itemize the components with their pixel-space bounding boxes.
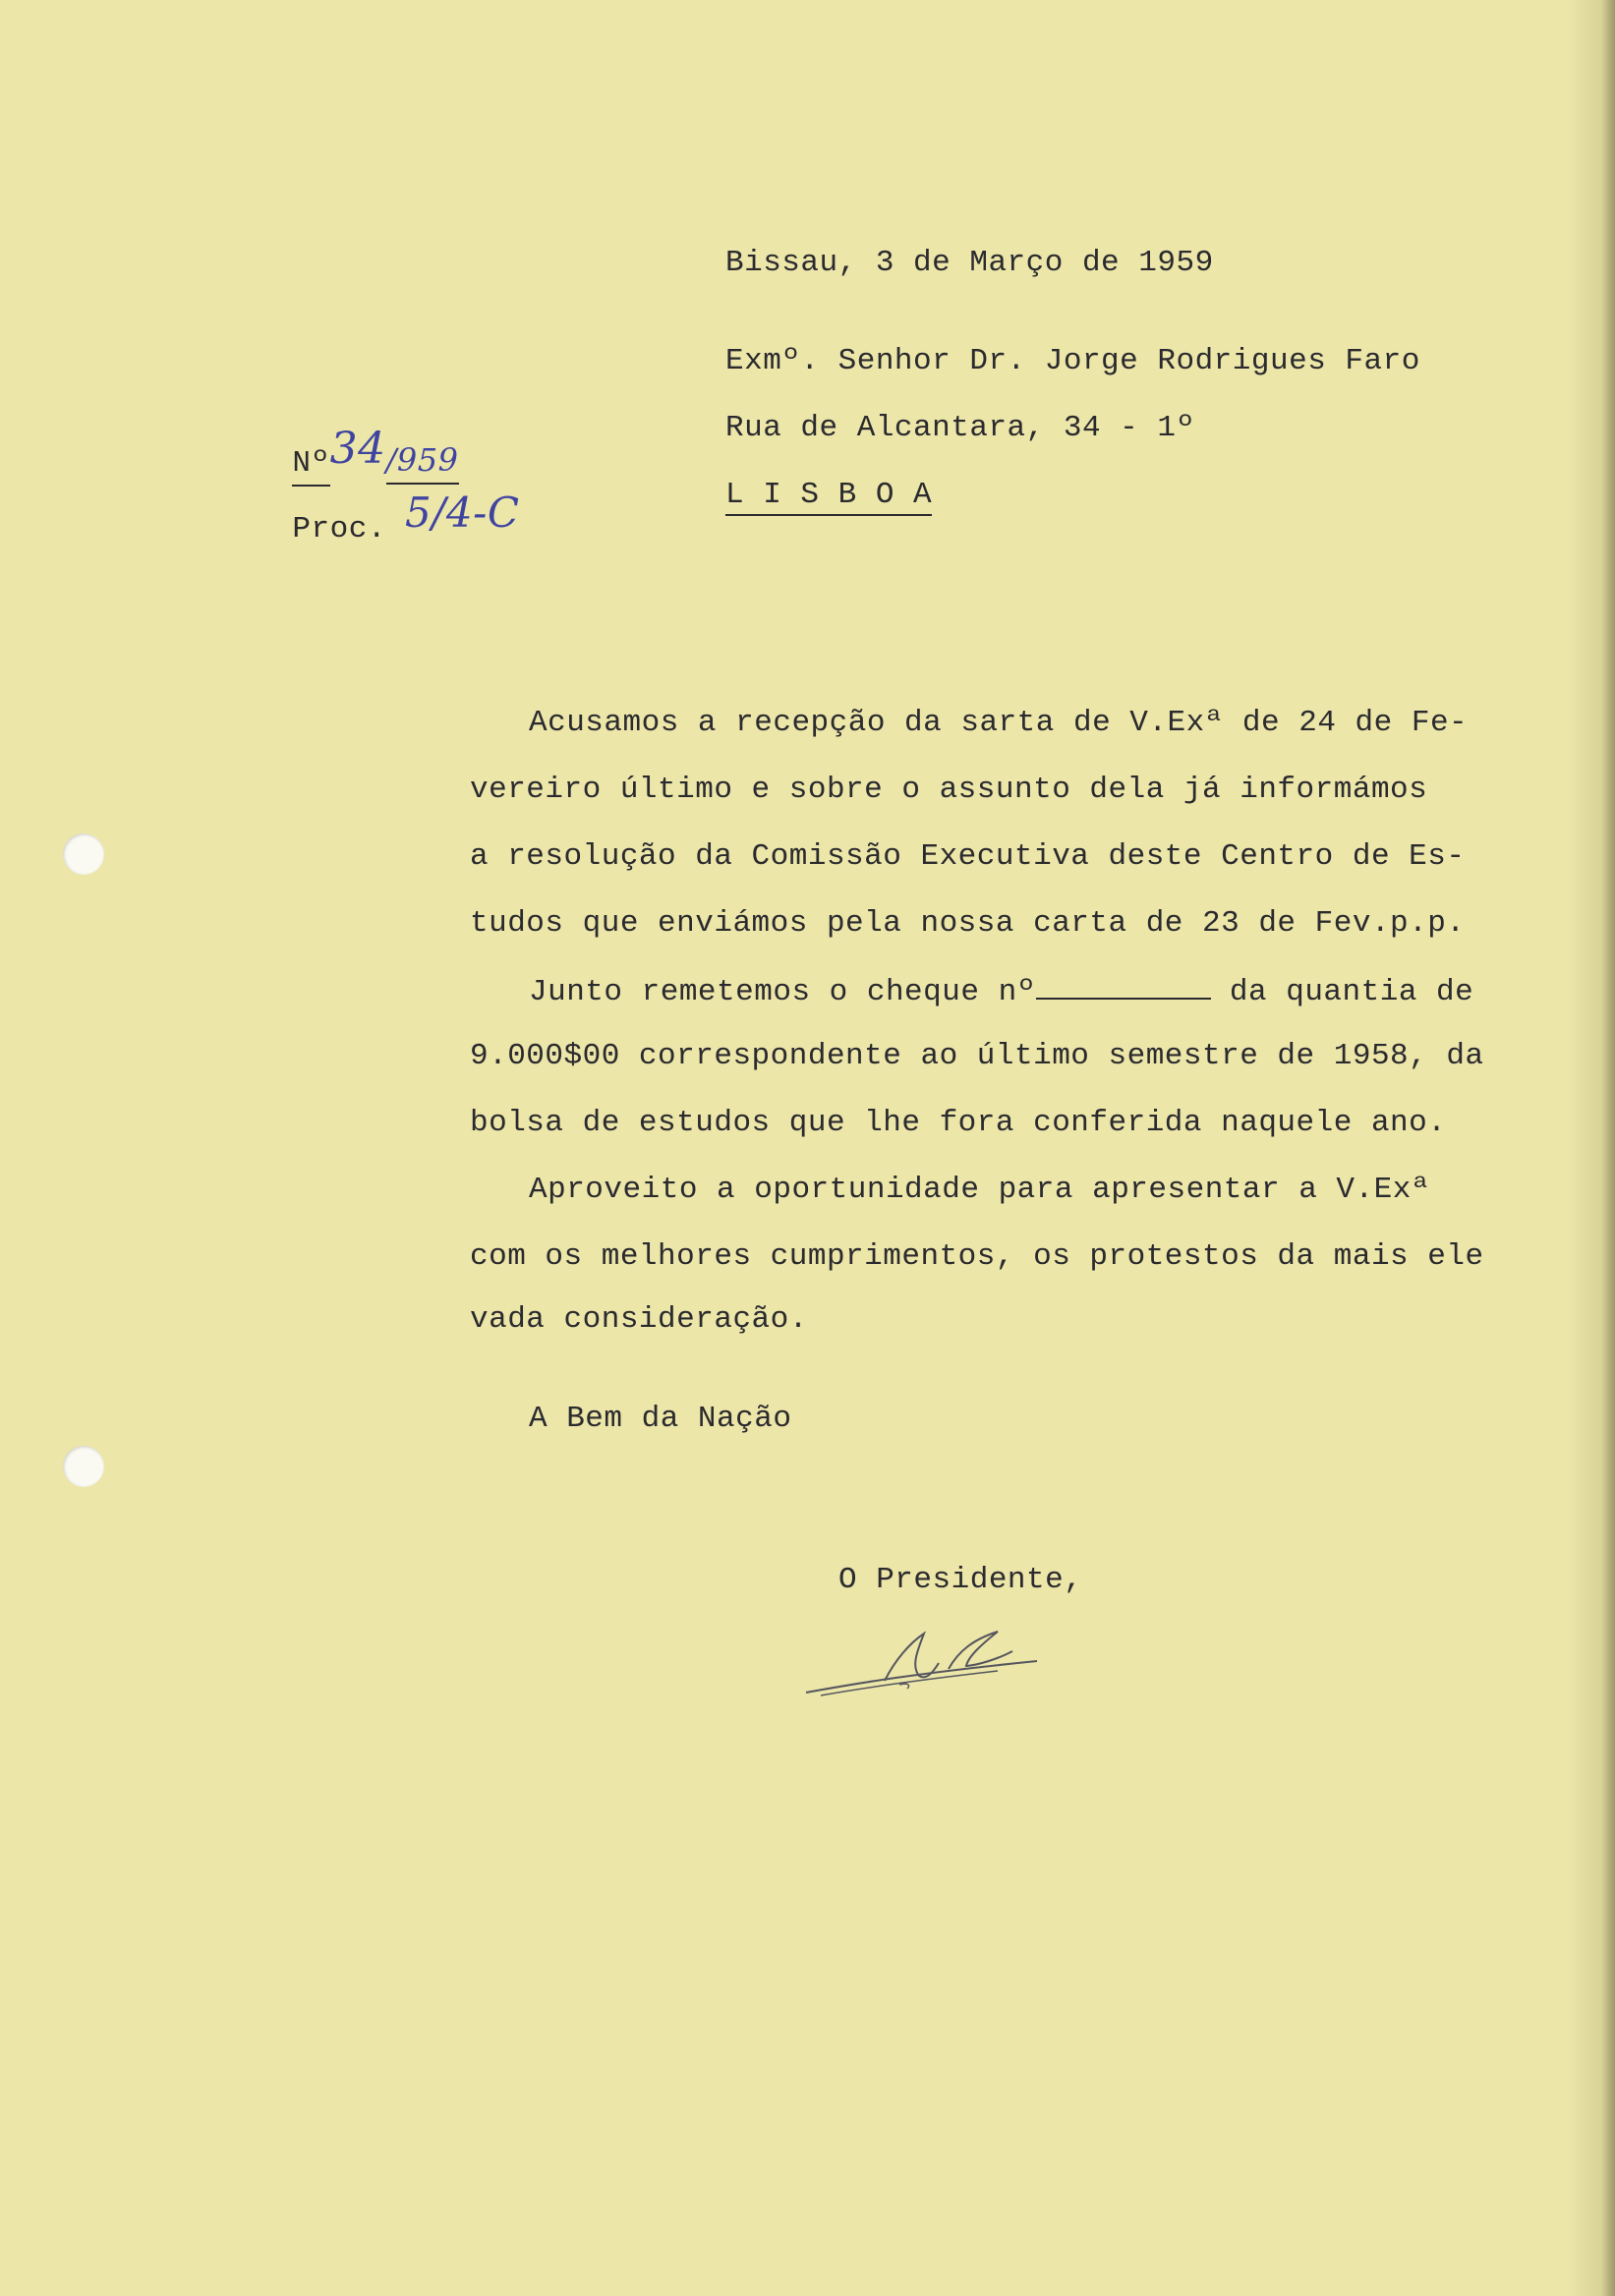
paper-edge-shadow bbox=[1601, 0, 1615, 2296]
body-line-6: 9.000$00 correspondente ao último semestre de 1958, da bbox=[470, 1039, 1484, 1073]
punch-hole-bottom bbox=[63, 1446, 104, 1487]
body-line-1: Acusamos a recepção da sarta de V.Exª de 24 de Fe- bbox=[529, 706, 1469, 740]
proc-handwritten: 5/4-C bbox=[405, 488, 520, 537]
body-line-4: tudos que enviámos pela nossa carta de 23 de Fev.p.p. bbox=[470, 906, 1466, 941]
addressee-line-1: Exmº. Senhor Dr. Jorge Rodrigues Faro bbox=[725, 344, 1420, 378]
addressee-line-2: Rua de Alcantara, 34 - 1º bbox=[725, 411, 1195, 445]
signatory-title: O Presidente, bbox=[838, 1563, 1083, 1597]
reference-number-year: /959 bbox=[386, 441, 459, 485]
body-line-2: vereiro último e sobre o assunto dela já informámos bbox=[470, 773, 1428, 807]
reference-number-prefix: Nº bbox=[292, 446, 329, 487]
letter-date: Bissau, 3 de Março de 1959 bbox=[725, 246, 1214, 280]
cheque-number-blank bbox=[1036, 974, 1211, 1000]
punch-hole-top bbox=[63, 833, 104, 875]
body-line-7: bolsa de estudos que lhe fora conferida naquele ano. bbox=[470, 1106, 1447, 1140]
cheque-label: Junto remetemos o cheque nº bbox=[529, 975, 1036, 1009]
reference-number-handwritten: 34 bbox=[329, 424, 386, 474]
closing-salutation: A Bem da Nação bbox=[529, 1402, 792, 1436]
amount-label: da quantia de bbox=[1229, 975, 1474, 1009]
signature-mark bbox=[801, 1622, 1047, 1700]
body-line-3: a resolução da Comissão Executiva deste Centro de Es- bbox=[470, 839, 1466, 874]
body-line-10: vada consideração. bbox=[470, 1302, 808, 1337]
body-line-5 bbox=[529, 974, 1473, 1007]
proc-label: Proc. bbox=[292, 512, 386, 546]
addressee-city: L I S B O A bbox=[725, 480, 932, 516]
reference-proc bbox=[217, 472, 519, 575]
body-line-9: com os melhores cumprimentos, os protestos da mais ele bbox=[470, 1239, 1484, 1274]
body-line-8: Aproveito a oportunidade para apresentar a V.Exª bbox=[529, 1173, 1430, 1207]
